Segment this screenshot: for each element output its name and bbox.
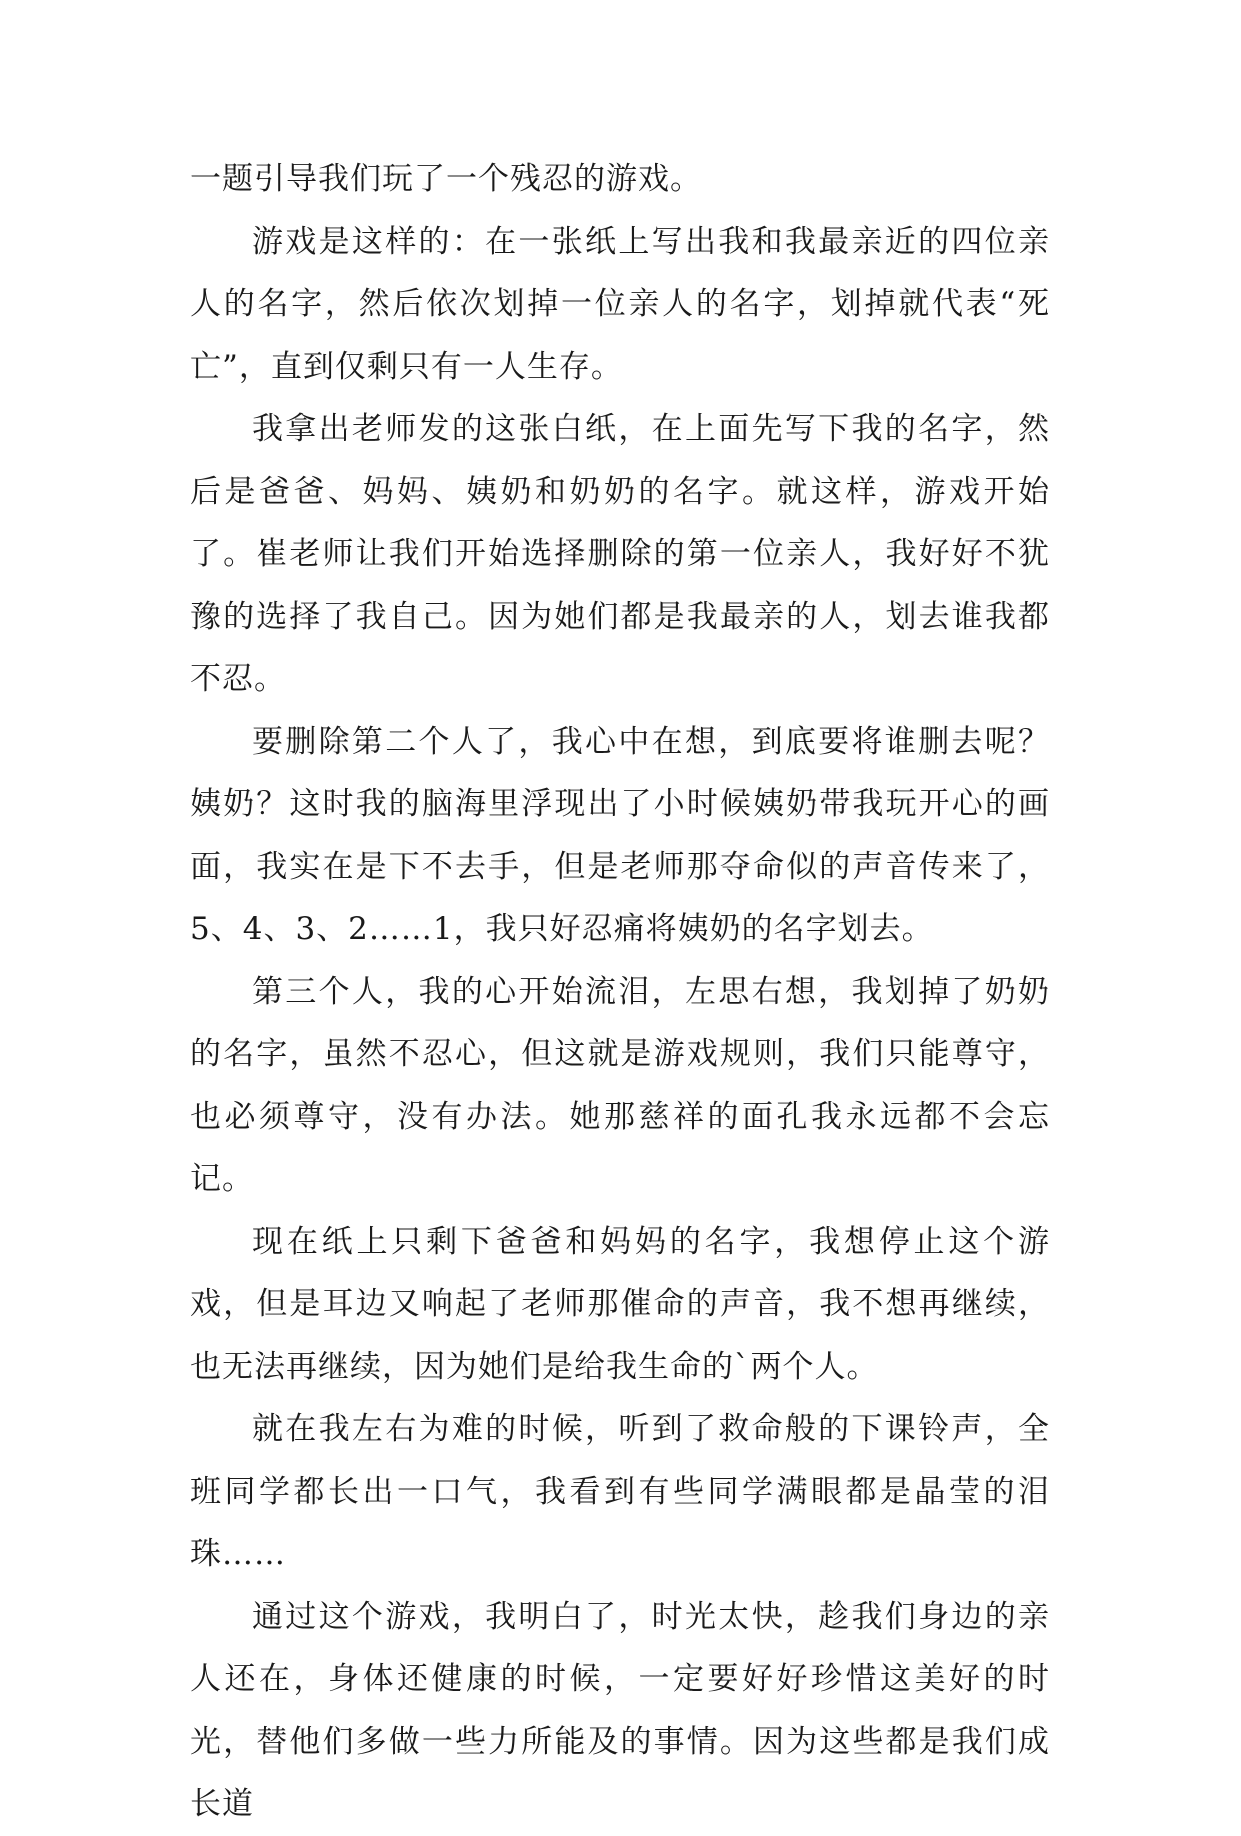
paragraph: 一题引导我们玩了一个残忍的游戏。 — [190, 161, 702, 197]
paragraph: 通过这个游戏，我明白了，时光太快，趁我们身边的亲人还在，身体还健康的时候，一定要好好珍惜这美好的时光，替他们多做一些力所能及的事情。因为这些都是我们成长道 — [190, 1598, 1050, 1822]
paragraph: 要删除第二个人了，我心中在想，到底要将谁删去呢？姨奶？这时我的脑海里浮现出了小时候姨奶带我玩开心的画面，我实在是下不去手，但是老师那夺命似的声音传来了，5、4、3、2……1，我只好忍痛将姨奶的名字划去。 — [190, 723, 1050, 947]
paragraph: 我拿出老师发的这张白纸，在上面先写下我的名字，然后是爸爸、妈妈、姨奶和奶奶的名字。就这样，游戏开始了。崔老师让我们开始选择删除的第一位亲人，我好好不犹豫的选择了我自己。因为她们都是我最亲的人，划去谁我都不忍。 — [190, 411, 1050, 697]
paragraph: 游戏是这样的：在一张纸上写出我和我最亲近的四位亲人的名字，然后依次划掉一位亲人的名字，划掉就代表“死亡”，直到仅剩只有一人生存。 — [190, 223, 1050, 385]
document-body — [190, 148, 1050, 1836]
paragraph: 第三个人，我的心开始流泪，左思右想，我划掉了奶奶的名字，虽然不忍心，但这就是游戏规则，我们只能尊守，也必须尊守，没有办法。她那慈祥的面孔我永远都不会忘记。 — [190, 973, 1050, 1197]
paragraph: 现在纸上只剩下爸爸和妈妈的名字，我想停止这个游戏，但是耳边又响起了老师那催命的声音，我不想再继续，也无法再继续，因为她们是给我生命的`两个人。 — [190, 1223, 1050, 1385]
paragraph: 就在我左右为难的时候，听到了救命般的下课铃声，全班同学都长出一口气，我看到有些同学满眼都是晶莹的泪珠…… — [190, 1411, 1050, 1572]
